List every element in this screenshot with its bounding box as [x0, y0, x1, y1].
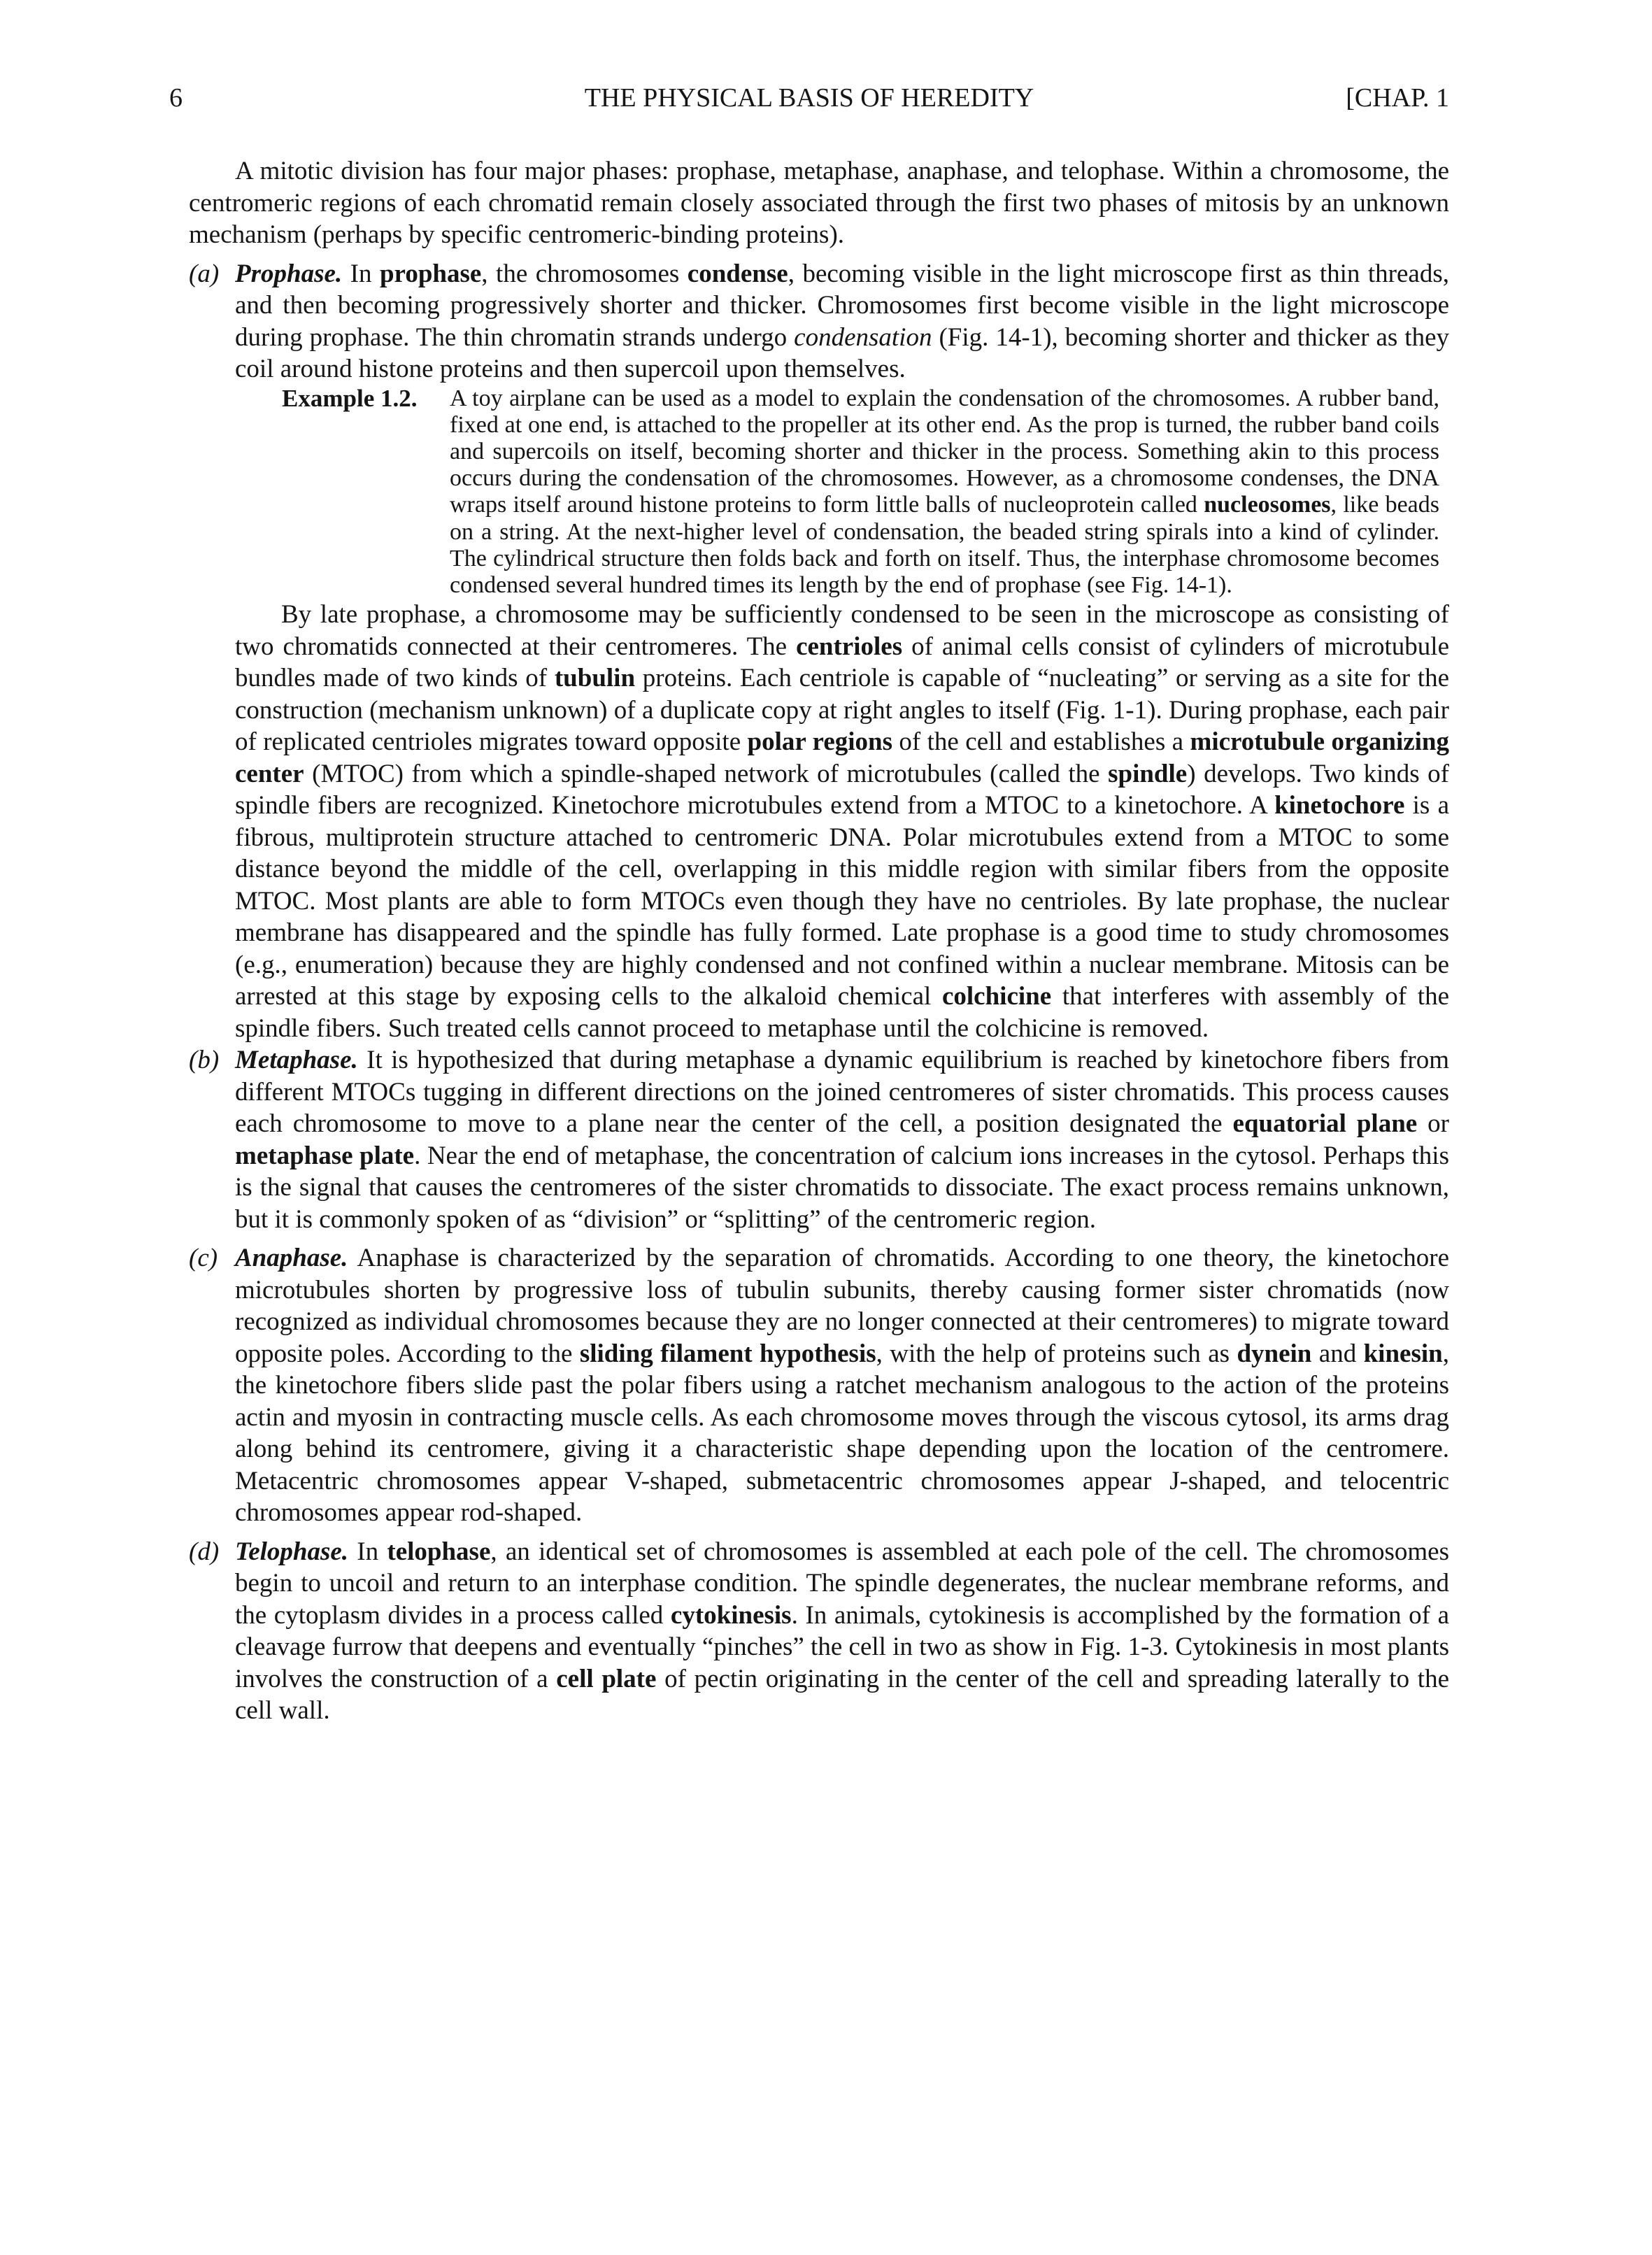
term-prophase: prophase — [379, 259, 482, 288]
anaphase-label: (c) — [189, 1244, 218, 1273]
term-kinesin: kinesin — [1363, 1339, 1443, 1368]
telophase-label: (d) — [189, 1537, 220, 1566]
term-nucleosomes: nucleosomes — [1204, 492, 1331, 518]
intro-paragraph: A mitotic division has four major phases: prophase, metaphase, anaphase, and telophase. Within a chromosome, the centromeric regions of each chromatid remain closely associated through the first two phases of mitosis by an unknown mechanism (perhaps by specific centromeric-binding proteins). — [189, 157, 1449, 249]
term-metaphase-plate: metaphase plate — [235, 1141, 415, 1170]
term-kinetochore: kinetochore — [1274, 791, 1405, 820]
term-cell-plate: cell plate — [556, 1664, 657, 1693]
term-dynein: dynein — [1237, 1339, 1312, 1368]
term-colchicine: colchicine — [941, 982, 1052, 1011]
term-mtoc: microtubule organizing center — [235, 727, 1450, 788]
term-polar-regions: polar regions — [747, 727, 892, 757]
term-condensation: condensation — [794, 322, 932, 352]
term-sliding-filament: sliding filament hypothesis — [579, 1339, 876, 1368]
prophase-paragraph: (a) Prophase. In prophase, the chromosomes condense, becoming visible in the light microscope first as thin threads, and then becoming progressively shorter and thicker. Chromosomes first become visible in the light microscope during prophase. The thin chromatin strands undergo condensation (Fig. 14-1), becoming shorter and thicker as they coil around histone proteins and then supercoil upon themselves. — [189, 259, 1450, 383]
late-prophase-paragraph: By late prophase, a chromosome may be sufficiently condensed to be seen in the microscope as consisting of two chromatids connected at their centromeres. The centrioles of animal cells consist of cylinders of microtubule bundles made of two kinds of tubulin proteins. Each centriole is capable of “nucleating” or serving as a site for the construction (mechanism unknown) of a duplicate copy at right angles to itself (Fig. 1-1). During prophase, each pair of replicated centrioles migrates toward opposite polar regions of the cell and establishes a microtubule organizing center (MTOC) from which a spindle-shaped network of microtubules (called the spindle) develops. Two kinds of spindle fibers are recognized. Kinetochore microtubules extend from a MTOC to a kinetochore. A kinetochore is a fibrous, multiprotein structure attached to centromeric DNA. Polar microtubules extend from a MTOC to some distance beyond the middle of the cell, overlapping in this middle region with similar fibers from the opposite MTOC. Most plants are able to form MTOCs even though they have no centrioles. By late prophase, the nuclear membrane has disappeared and the spindle has fully formed. Late prophase is a good time to study chromosomes (e.g., enumeration) because they are highly condensed and not confined within a nuclear membrane. Mitosis can be arrested at this stage by exposing cells to the alkaloid chemical colchicine that interferes with assembly of the spindle fibers. Such treated cells cannot proceed to metaphase until the colchicine is removed. — [235, 600, 1450, 1043]
metaphase-heading: Metaphase. — [235, 1046, 358, 1075]
prophase-heading: Prophase. — [235, 259, 343, 288]
page-number: 6 — [169, 83, 183, 113]
prophase-label: (a) — [189, 259, 220, 288]
term-cytokinesis: cytokinesis — [670, 1600, 792, 1630]
term-telophase: telophase — [387, 1537, 491, 1566]
chapter-label: [CHAP. 1 — [1346, 83, 1449, 113]
term-centrioles: centrioles — [796, 632, 903, 661]
metaphase-label: (b) — [189, 1046, 220, 1075]
page-body — [189, 155, 1449, 1727]
anaphase-paragraph: (c) Anaphase. Anaphase is characterized by the separation of chromatids. According to one theory, the kinetochore microtubules shorten by progressive loss of tubulin subunits, thereby causing former sister chromatids (now recognized as individual chromosomes because they are no longer connected at their centromeres) to migrate toward opposite poles. According to the sliding filament hypothesis, with the help of proteins such as dynein and kinesin, the kinetochore fibers slide past the polar fibers using a ratchet mechanism analogous to the action of the proteins actin and myosin in contracting muscle cells. As each chromosome moves through the viscous cytosol, its arms drag along behind its centromere, giving it a characteristic shape depending upon the location of the centromere. Metacentric chromosomes appear V-shaped, submetacentric chromosomes appear J-shaped, and telocentric chromosomes appear rod-shaped. — [189, 1244, 1449, 1528]
example-block: Example 1.2. A toy airplane can be used as a model to explain the condensation of the chromosomes. A rubber band, fixed at one end, is attached to the propeller at its other end. As the prop is turned, the rubber band coils and supercoils on itself, becoming shorter and thicker in the process. Something akin to this process occurs during the condensation of the chromosomes. However, as a chromosome condenses, the DNA wraps itself around histone proteins to form little balls of nucleoprotein called nucleosomes, like beads on a string. At the next-higher level of condensation, the beaded string spirals into a kind of cylinder. The cylindrical structure then folds back and forth on itself. Thus, the interphase chromosome becomes condensed several hundred times its length by the end of prophase (see Fig. 14-1). — [282, 384, 1440, 598]
anaphase-heading: Anaphase. — [235, 1244, 348, 1273]
telophase-heading: Telophase. — [235, 1537, 349, 1566]
example-label: Example 1.2. — [282, 384, 418, 412]
metaphase-paragraph: (b) Metaphase. It is hypothesized that during metaphase a dynamic equilibrium is reached by kinetochore fibers from different MTOCs tugging in different directions on the joined centromeres of sister chromatids. This process causes each chromosome to move to a plane near the center of the cell, a position designated the equatorial plane or metaphase plate. Near the end of metaphase, the concentration of calcium ions increases in the cytosol. Perhaps this is the signal that causes the centromeres of the sister chromatids to dissociate. The exact process remains unknown, but it is commonly spoken of as “division” or “splitting” of the centromeric region. — [189, 1046, 1449, 1234]
header-title: THE PHYSICAL BASIS OF HEREDITY — [584, 83, 1034, 113]
term-tubulin: tubulin — [554, 664, 636, 693]
term-condense: condense — [687, 259, 788, 288]
telophase-paragraph: (d) Telophase. In telophase, an identical set of chromosomes is assembled at each pole of the cell. The chromosomes begin to uncoil and return to an interphase condition. The spindle degenerates, the nuclear membrane reforms, and the cytoplasm divides in a process called cytokinesis. In animals, cytokinesis is accomplished by the formation of a cleavage furrow that deepens and eventually “pinches” the cell in two as show in Fig. 1-3. Cytokinesis in most plants involves the construction of a cell plate of pectin originating in the center of the cell and spreading laterally to the cell wall. — [189, 1537, 1449, 1726]
running-header — [169, 83, 1449, 125]
term-equatorial-plane: equatorial plane — [1232, 1109, 1418, 1139]
term-spindle: spindle — [1108, 759, 1188, 788]
